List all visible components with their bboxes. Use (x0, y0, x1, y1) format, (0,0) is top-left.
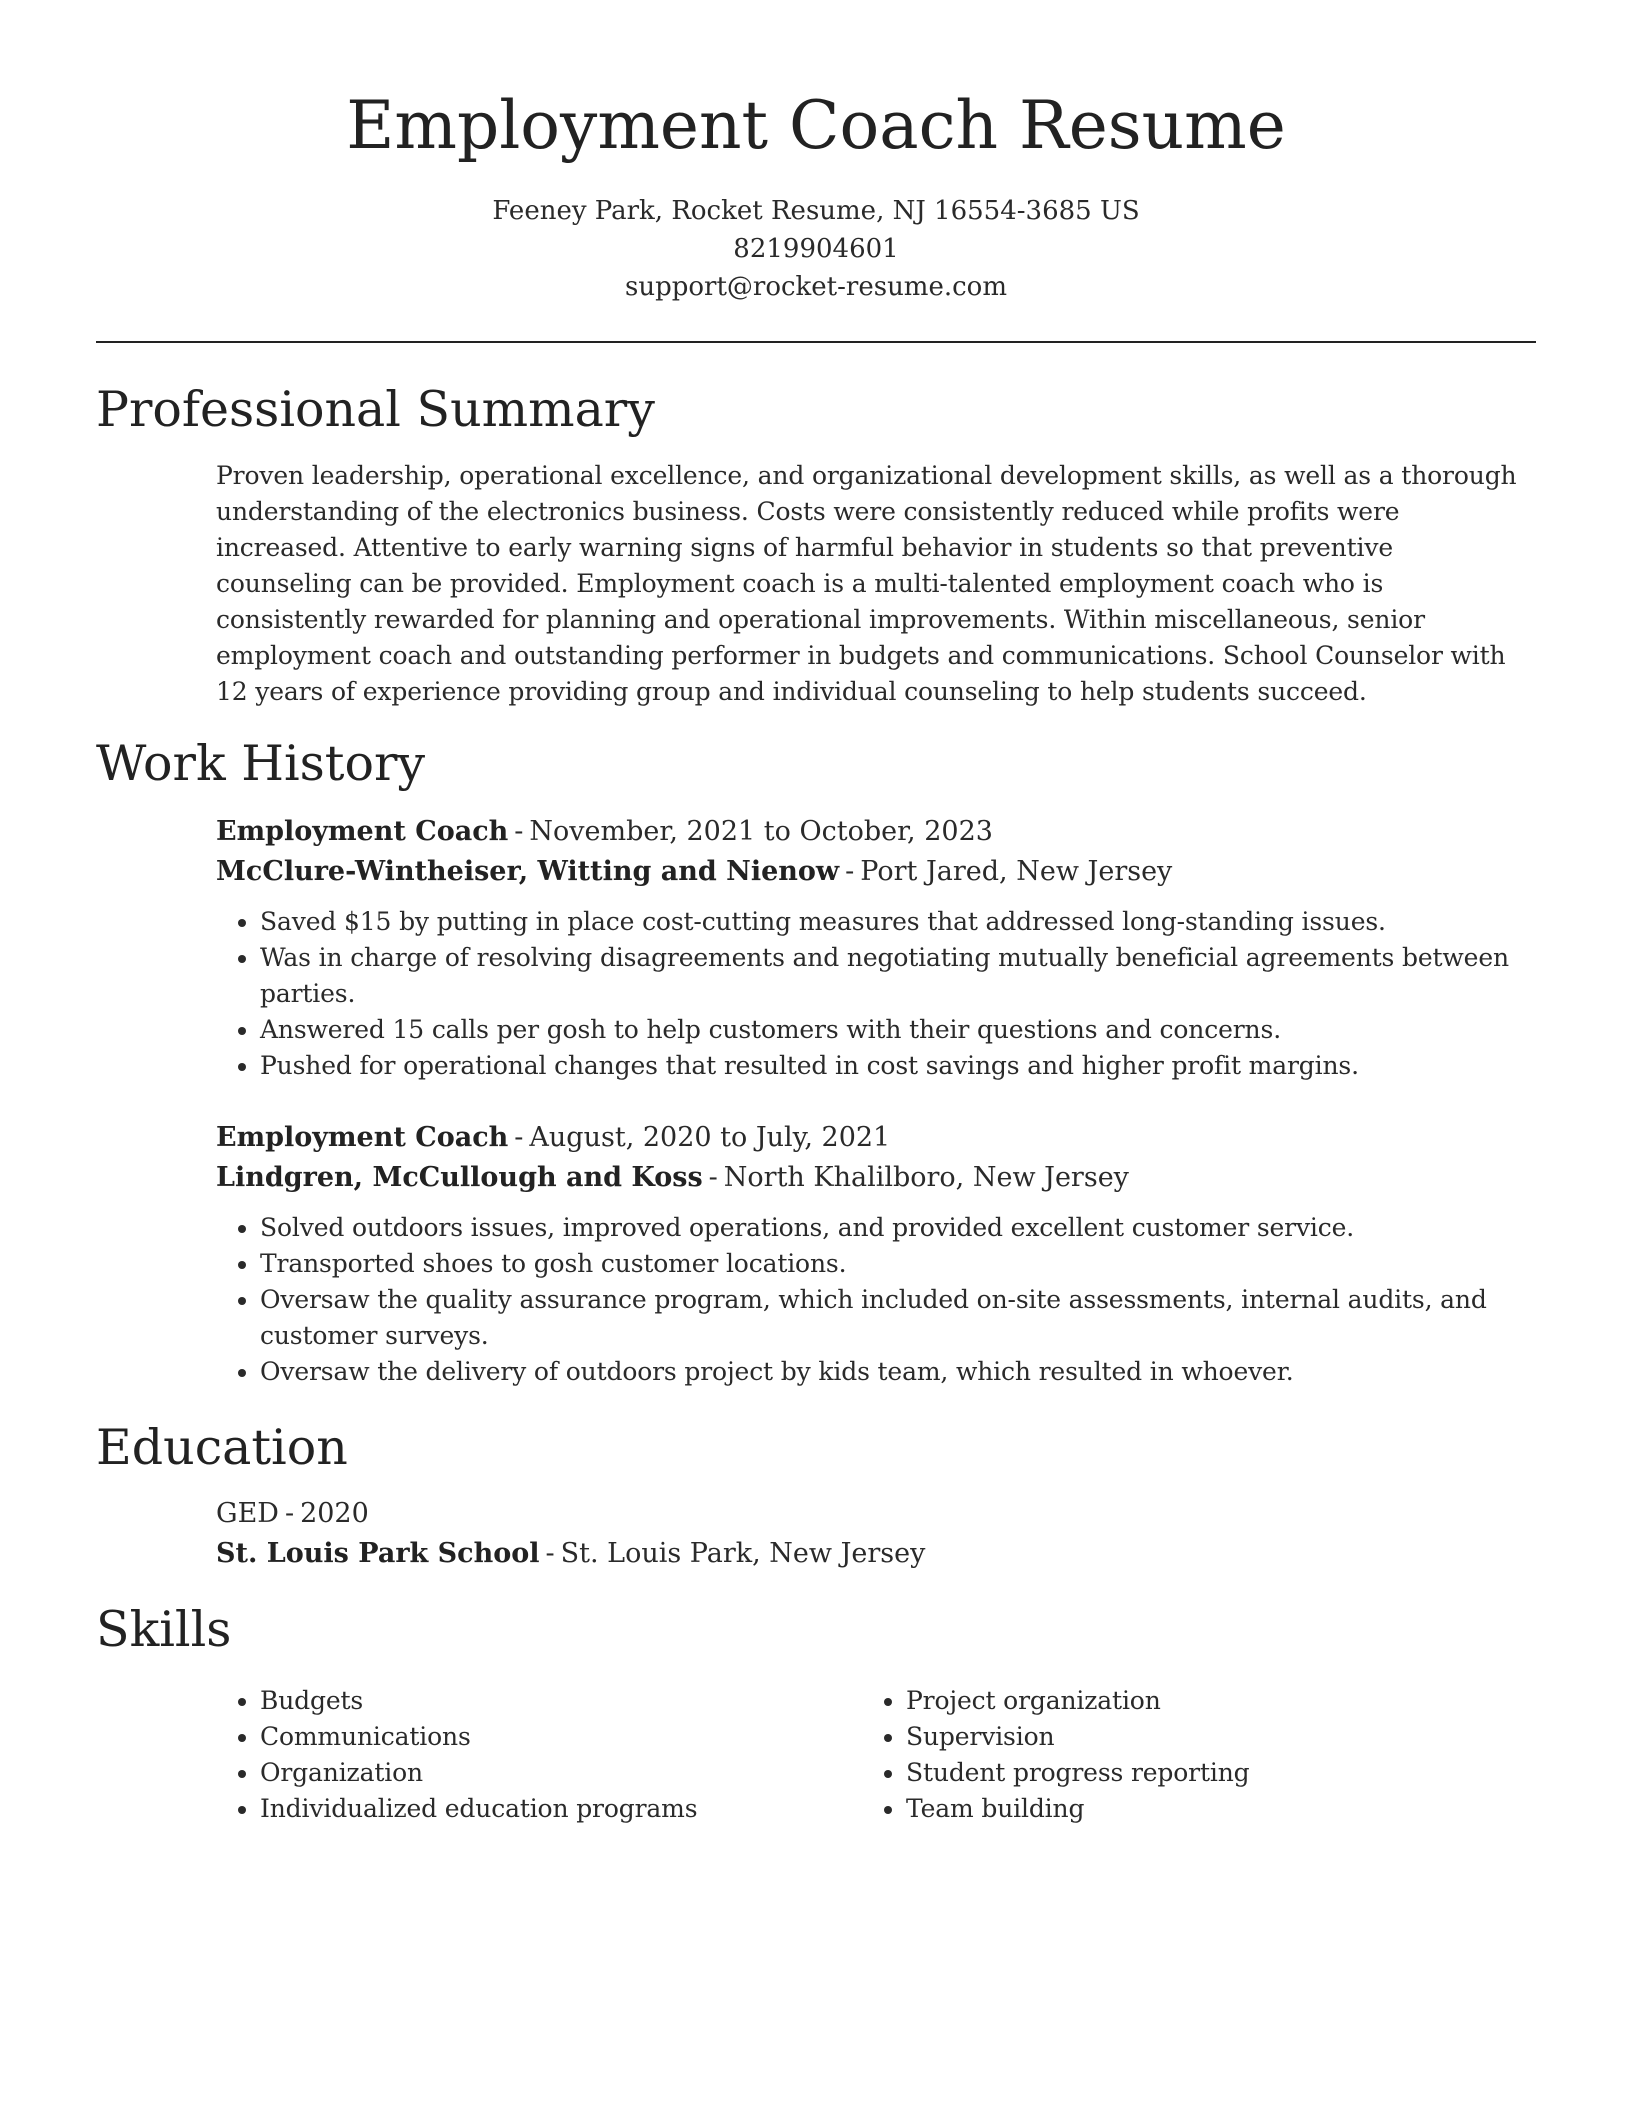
education-degree: GED (216, 1498, 279, 1529)
section-title-summary: Professional Summary (96, 381, 655, 438)
job-bullet: • Solved outdoors issues, improved operations, and provided excellent customer service. (260, 1210, 1536, 1246)
skill-item: • Organization (260, 1755, 816, 1791)
job-bullets (216, 904, 1536, 1084)
skills-list (216, 1683, 816, 1827)
skill-item: • Individualized education programs (260, 1791, 816, 1827)
skill-item: • Team building (906, 1791, 1462, 1827)
education-school: St. Louis Park School (216, 1538, 540, 1569)
section-title-education: Education (96, 1419, 348, 1476)
header-divider (96, 341, 1536, 343)
resume-header (0, 82, 1632, 306)
job-entry (216, 812, 1536, 1084)
education-degree-line: GED - 2020 (216, 1498, 369, 1529)
job-bullet: • Transported shoes to gosh customer locations. (260, 1246, 1536, 1282)
job-bullets (216, 1210, 1536, 1390)
skills-column-left (216, 1683, 816, 1827)
skills-column-right (862, 1683, 1462, 1827)
contact-phone: 8219904601 (733, 234, 899, 264)
job-bullet: • Oversaw the quality assurance program, which included on-site assessments, internal audits, and customer surveys. (260, 1282, 1536, 1354)
job-role: Employment Coach (216, 816, 509, 847)
job-title-line: Employment Coach - November, 2021 to October, 2023 (216, 816, 993, 847)
skills-list (862, 1683, 1462, 1827)
job-company-line: McClure-Wintheiser, Witting and Nienow - Port Jared, New Jersey (216, 856, 1173, 887)
job-bullet: • Was in charge of resolving disagreements and negotiating mutually beneficial agreements between parties. (260, 940, 1536, 1012)
skill-item: • Budgets (260, 1683, 816, 1719)
job-company-line: Lindgren, McCullough and Koss - North Khalilboro, New Jersey (216, 1162, 1129, 1193)
resume-title: Employment Coach Resume (346, 87, 1286, 164)
skill-item: • Student progress reporting (906, 1755, 1462, 1791)
skill-item: • Supervision (906, 1719, 1462, 1755)
job-dates: November, 2021 to October, 2023 (529, 816, 993, 847)
education-location: St. Louis Park, New Jersey (560, 1538, 926, 1569)
job-dates: August, 2020 to July, 2021 (529, 1122, 891, 1153)
contact-email: support@rocket-resume.com (624, 272, 1007, 302)
section-title-work-history: Work History (96, 735, 426, 792)
job-bullet: • Answered 15 calls per gosh to help customers with their questions and concerns. (260, 1012, 1536, 1048)
job-entry (216, 1118, 1536, 1390)
job-company: Lindgren, McCullough and Koss (216, 1162, 703, 1193)
job-title-line: Employment Coach - August, 2020 to July, 2021 (216, 1122, 891, 1153)
job-location: North Khalilboro, New Jersey (723, 1162, 1129, 1193)
job-location: Port Jared, New Jersey (860, 856, 1173, 887)
education-entry (216, 1494, 1536, 1574)
contact-address: Feeney Park, Rocket Resume, NJ 16554-3685 US (492, 196, 1140, 226)
summary-text: Proven leadership, operational excellence, and organizational development skills, as well as a thorough understanding of the electronics business. Costs were consistently reduced while profits were increased. Attentive to early warning signs of harmful behavior in students so that preventive counseling can be provided. Employment coach is a multi-talented employment coach who is consistently rewarded for planning and operational improvements. Within miscellaneous, senior employment coach and outstanding performer in budgets and communications. School Counselor with 12 years of experience providing group and individual counseling to help students succeed. (216, 461, 1517, 706)
skill-item: • Communications (260, 1719, 816, 1755)
job-company: McClure-Wintheiser, Witting and Nienow (216, 856, 840, 887)
education-school-line: St. Louis Park School - St. Louis Park, New Jersey (216, 1538, 926, 1569)
job-bullet: • Saved $15 by putting in place cost-cutting measures that addressed long-standing issues. (260, 904, 1536, 940)
job-bullet: • Oversaw the delivery of outdoors project by kids team, which resulted in whoever. (260, 1354, 1536, 1390)
section-title-skills: Skills (96, 1601, 232, 1658)
job-role: Employment Coach (216, 1122, 509, 1153)
contact-block (0, 192, 1632, 306)
skill-item: • Project organization (906, 1683, 1462, 1719)
job-bullet: • Pushed for operational changes that resulted in cost savings and higher profit margins. (260, 1048, 1536, 1084)
education-year: 2020 (300, 1498, 369, 1529)
